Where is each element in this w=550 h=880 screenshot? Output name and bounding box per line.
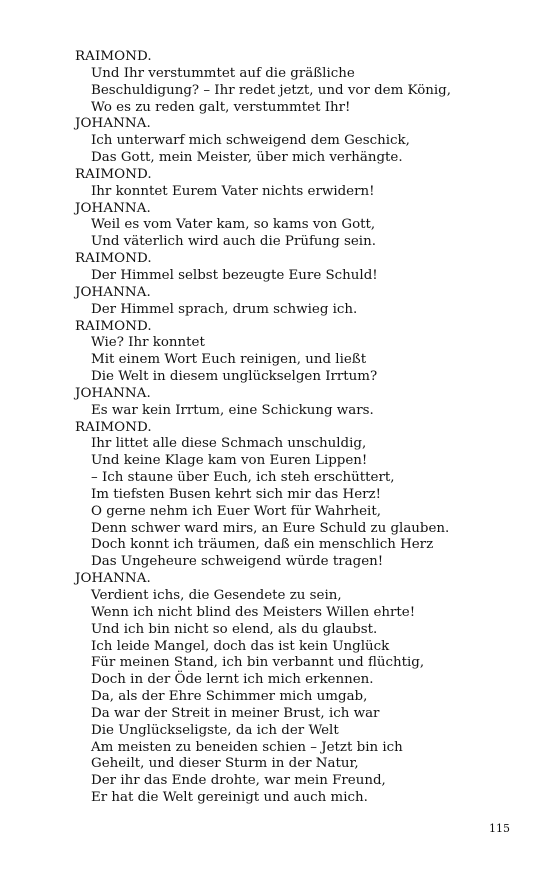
speaker-name: JOHANNA. <box>75 200 151 216</box>
verse-line: Und Ihr verstummtet auf die gräßliche <box>91 65 355 81</box>
speaker-name: RAIMOND. <box>75 419 152 435</box>
speaker-name: RAIMOND. <box>75 166 152 182</box>
speaker-name: RAIMOND. <box>75 318 152 334</box>
verse-line: Weil es vom Vater kam, so kams von Gott, <box>91 217 376 233</box>
verse-line: Das Gott, mein Meister, über mich verhängte. <box>91 150 403 166</box>
verse-line: Das Ungeheure schweigend würde tragen! <box>91 554 384 570</box>
verse-line: Ich unterwarf mich schweigend dem Geschick, <box>91 133 410 149</box>
dialogue-block <box>75 285 515 319</box>
verse-line: Geheilt, und dieser Sturm in der Natur, <box>91 756 359 772</box>
verse-line: Es war kein Irrtum, eine Schickung wars. <box>91 402 374 418</box>
verse-line: Der Himmel sprach, drum schwieg ich. <box>91 301 358 317</box>
dialogue-block <box>75 571 515 807</box>
verse-line: Ihr konntet Eurem Vater nichts erwidern! <box>91 183 375 199</box>
verse-line: Doch konnt ich träumen, daß ein menschlich Herz <box>91 537 434 553</box>
verse-line: Wenn ich nicht blind des Meisters Willen ehrte! <box>91 604 416 620</box>
verse-line: Wo es zu reden galt, verstummtet Ihr! <box>91 99 351 115</box>
page-number: 115 <box>489 822 510 835</box>
verse-line: Und ich bin nicht so elend, als du glaubst. <box>91 621 378 637</box>
speaker-name: RAIMOND. <box>75 251 152 267</box>
verse-line: – Ich staune über Euch, ich steh erschüttert, <box>91 470 395 486</box>
verse-line: Und keine Klage kam von Euren Lippen! <box>91 453 368 469</box>
verse-line: O gerne nehm ich Euer Wort für Wahrheit, <box>91 503 381 519</box>
verse-line: Doch in der Öde lernt ich mich erkennen. <box>91 672 374 688</box>
verse-line: Verdient ichs, die Gesendete zu sein, <box>91 588 342 603</box>
verse-line: Die Welt in diesem unglückselgen Irrtum? <box>91 369 378 385</box>
verse-line: Da war der Streit in meiner Brust, ich war <box>91 705 380 721</box>
verse-line: Am meisten zu beneiden schien – Jetzt bin ich <box>91 739 403 755</box>
dialogue-block <box>75 386 515 420</box>
verse-line: Ich leide Mangel, doch das ist kein Unglück <box>91 638 390 654</box>
verse-line: Denn schwer ward mirs, an Eure Schuld zu glauben. <box>91 520 450 536</box>
verse-line: Die Unglückseligste, da ich der Welt <box>91 722 339 738</box>
dialogue-block <box>75 116 515 167</box>
speaker-name: JOHANNA. <box>75 116 151 132</box>
verse-line: Und väterlich wird auch die Prüfung sein. <box>91 234 376 250</box>
verse-line: Im tiefsten Busen kehrt sich mir das Herz! <box>91 486 381 502</box>
document-page <box>75 49 515 807</box>
dialogue-block <box>75 319 515 386</box>
dialogue-block <box>75 251 515 285</box>
speaker-name: RAIMOND. <box>75 49 152 64</box>
dialogue-block <box>75 49 515 116</box>
dialogue-block <box>75 420 515 572</box>
verse-line: Da, als der Ehre Schimmer mich umgab, <box>91 689 368 705</box>
speaker-name: JOHANNA. <box>75 385 151 401</box>
verse-line: Für meinen Stand, ich bin verbannt und flüchtig, <box>91 655 425 671</box>
verse-line: Beschuldigung? – Ihr redet jetzt, und vor dem König, <box>91 82 451 98</box>
verse-line: Er hat die Welt gereinigt und auch mich. <box>91 790 368 806</box>
speaker-name: JOHANNA. <box>75 284 151 300</box>
dialogue-block <box>75 201 515 252</box>
verse-line: Wie? Ihr konntet <box>91 335 205 351</box>
dialogue-block <box>75 167 515 201</box>
verse-line: Ihr littet alle diese Schmach unschuldig, <box>91 436 367 452</box>
verse-line: Der ihr das Ende drohte, war mein Freund, <box>91 773 386 789</box>
verse-line: Der Himmel selbst bezeugte Eure Schuld! <box>91 267 378 283</box>
speaker-name: JOHANNA. <box>75 571 151 587</box>
verse-line: Mit einem Wort Euch reinigen, und ließt <box>91 352 367 368</box>
